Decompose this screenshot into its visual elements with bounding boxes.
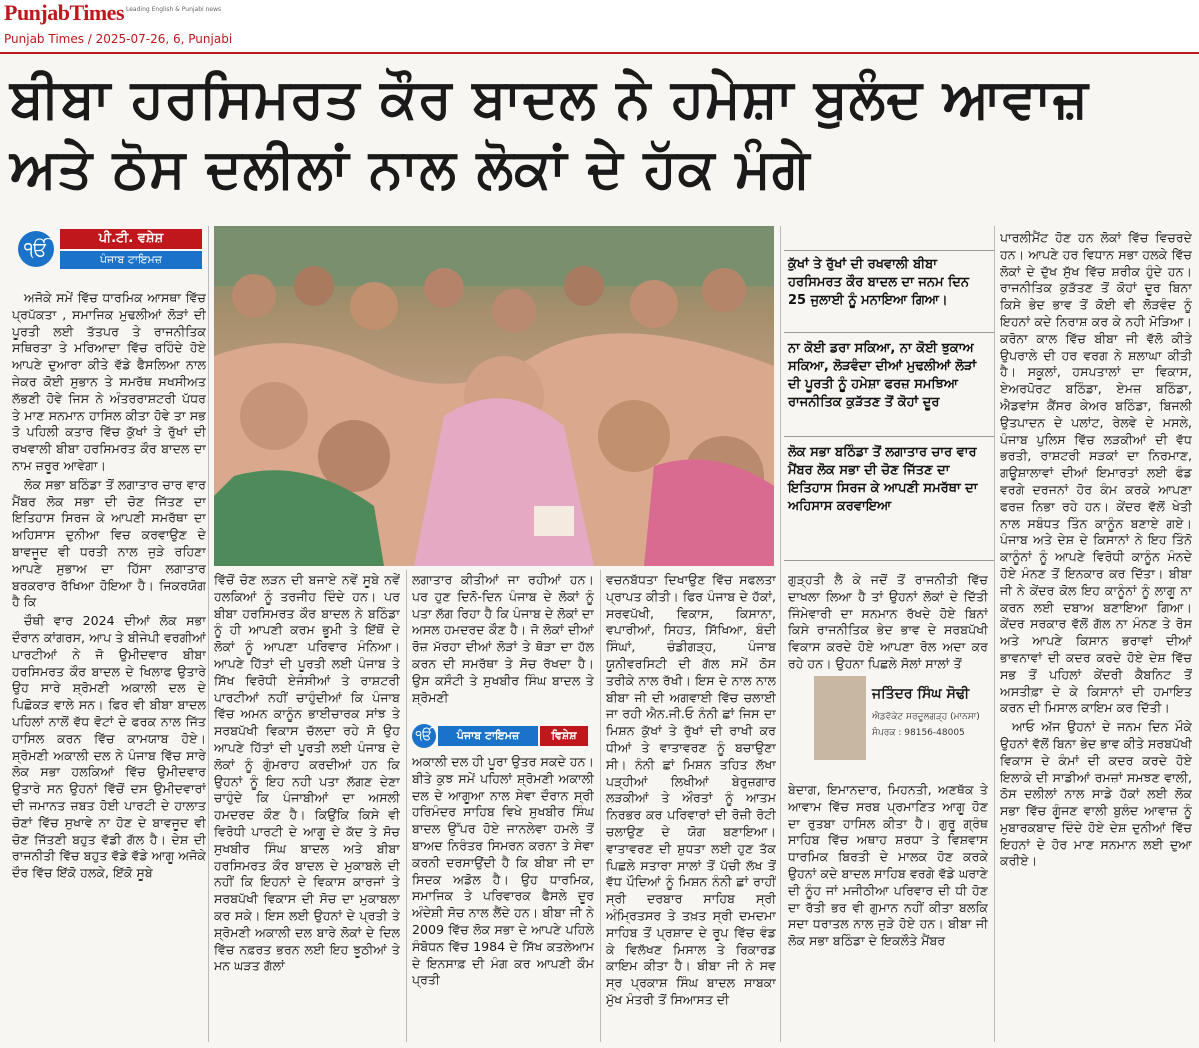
highlight-divider [784, 332, 994, 333]
highlight-divider [784, 560, 994, 561]
logo-tagline: Leading English & Punjabi news [126, 6, 222, 13]
author-designation: ਐਡਵੋਕੇਟ ਸਰਦੂਲਗੜ੍ਹ (ਮਾਨਸਾ) [872, 712, 980, 722]
paragraph: ਲੋਕ ਸਭਾ ਬਠਿੰਡਾ ਤੋਂ ਲਗਾਤਾਰ ਚਾਰ ਵਾਰ ਮੈਂਬਰ ਲੋਕ ਸਭਾ ਦੀ ਚੋਣ ਜਿੱਤਣ ਦਾ ਇਤਿਹਾਸ ਸਿਰਜ ਕੇ ਆਪਣੀ ਸਮਰੱਥਾ ਦਾ ਅਹਿਸਾਸ ਦੁਨੀਆ ਵਿਚ ਕਰਵਾਉਣ ਦੇ ਬਾਵਜੂਦ ਵੀ ਧਰਤੀ ਨਾਲ ਜੁੜੇ ਰਹਿਣਾ ਆਪਣੇ ਸੁਭਾਅ ਦਾ ਹਿੱਸਾ ਲਗਾਤਾਰ ਬਰਕਰਾਰ ਰੱਖਿਆ ਹੋਇਆ ਹੈ। ਜਿਕਰਯੋਗ ਹੈ ਕਿ [12, 476, 206, 610]
column-3 [412, 572, 594, 718]
author-name: ਜਤਿੰਦਰ ਸਿੰਘ ਸੋਢੀ [872, 686, 970, 702]
paragraph: ਪਾਰਲੀਮੈਂਟ ਹੋਣ ਹਨ ਲੋਕਾਂ ਵਿੱਚ ਵਿਚਰਦੇ ਹਨ। ਆਪਣੇ ਹਰ ਵਿਧਾਨ ਸਭਾ ਹਲਕੇ ਵਿੱਚ ਲੋਕਾਂ ਦੇ ਦੁੱਖ ਸੁੱਖ ਵਿੱਚ ਸ਼ਰੀਕ ਹੁੰਦੇ ਹਨ। ਰਾਜਨੀਤਿਕ ਕੁੜੱਤਣ ਤੋਂ ਕੋਹਾਂ ਦੂਰ ਬਿਨਾ ਕਿਸੇ ਭੇਦ ਭਾਵ ਤੋਂ ਕੋਈ ਵੀ ਲੋੜਵੰਦ ਨੂੰ ਇਹਨਾਂ ਕਦੇ ਨਿਰਾਸ਼ ਕਰ ਕੇ ਨਹੀ ਮੋੜਿਆ। ਕਰੋਨਾ ਕਾਲ ਵਿੱਚ ਬੀਬਾ ਜੀ ਵੱਲੋ ਕੀਤੇ ਉਪਰਾਲੇ ਦੀ ਹਰ ਵਰਗ ਨੇ ਸ਼ਲਾਘਾ ਕੀਤੀ ਹੈ। ਸਕੂਲਾਂ, ਹਸਪਤਾਲਾਂ ਦਾ ਵਿਕਾਸ, ਏਅਰਪੋਰਟ ਬਠਿੰਡਾ, ਏਮਜ਼ ਬਠਿੰਡਾ, ਐਡਵਾਂਸ ਕੈਂਸਰ ਕੇਅਰ ਬਠਿੰਡਾ, ਬਿਜਲੀ ਉਤਪਾਦਨ ਦੇ ਪਲਾਂਟ, ਰੇਲਵੇ ਦੇ ਮਸਲੇ, ਪੰਜਾਬ ਪੁਲਿਸ ਵਿੱਚ ਲੜਕੀਆਂ ਦੀ ਵੱਧ ਭਰਤੀ, ਰਾਸ਼ਟਰੀ ਸੜਕਾਂ ਦਾ ਨਿਰਮਾਣ, ਗਊਸ਼ਾਲਾਵਾਂ ਦੀਆਂ ਇਮਾਰਤਾਂ ਲਈ ਫੰਡ ਵਰਗੇ ਦਰਜਨਾਂ ਹੋਰ ਕੰਮ ਕਰਕੇ ਆਪਣਾ ਫਰਜ਼ ਨਿਭਾ ਰਹੇ ਹਨ। ਕੇਂਦਰ ਵੱਲੋਂ ਖੇਤੀ ਨਾਲ ਸਬੰਧਤ ਤਿੰਨ ਕਾਨੂੰਨ ਬਣਾਏ ਗਏ। ਪੰਜਾਬ ਅਤੇ ਦੇਸ਼ ਦੇ ਕਿਸਾਨਾਂ ਨੇ ਇਹ ਤਿੰਨੋ ਕਾਨੂੰਨਾਂ ਨੂੰ ਆਪਣੇ ਵਿਰੋਧੀ ਕਾਨੂੰਨ ਮੰਨਦੇ ਹੋਏ ਮੰਨਣ ਤੋਂ ਇਨਕਾਰ ਕਰ ਦਿੱਤਾ। ਬੀਬਾ ਜੀ ਨੇ ਕੇਂਦਰ ਕੋਲ ਇਹ ਕਾਨੂੰਨਾਂ ਨੂੰ ਲਾਗੂ ਨਾ ਕਰਨ ਲਈ ਦਬਾਅ ਬਣਾਇਆ ਗਿਆ। ਕੇਂਦਰ ਸਰਕਾਰ ਵੱਲੋਂ ਗੱਲ ਨਾ ਮੰਨਣ ਤੇ ਰੋਸ ਅਤੇ ਆਪਣੇ ਕਿਸਾਨ ਭਰਾਵਾਂ ਦੀਆਂ ਭਾਵਨਾਵਾਂ ਦੀ ਕਦਰ ਕਰਦੇ ਹੋਏ ਦੇਸ਼ ਵਿੱਚ ਸਭ ਤੋਂ ਪਹਿਲਾਂ ਕੇਂਦਰੀ ਕੈਬਨਿਟ ਤੋਂ ਅਸਤੀਫ਼ਾ ਦੇ ਕੇ ਕਿਸਾਨਾਂ ਦੀ ਹਮਾਇਤ ਕਰਨ ਦੀ ਮਿਸਾਲ ਕਾਇਮ ਕਰ ਦਿੱਤੀ। [1000, 230, 1192, 716]
column-3-continued [412, 754, 594, 1040]
paragraph: ਚੌਥੀ ਵਾਰ 2024 ਦੀਆਂ ਲੋਕ ਸਭਾ ਦੌਰਾਨ ਕਾਂਗਰਸ, ਆਪ ਤੇ ਬੀਜੇਪੀ ਵਰਗੀਆਂ ਪਾਰਟੀਆਂ ਨੇ ਜੋ ਉਮੀਦਵਾਰ ਬੀਬਾ ਹਰਸਿਮਰਤ ਕੌਰ ਬਾਦਲ ਦੇ ਖਿਲਾਫ ਉਤਾਰੇ ਉਹ ਸਾਰੇ ਸ਼੍ਰੋਮਣੀ ਅਕਾਲੀ ਦਲ ਦੇ ਪਿਛੋਕੜ ਵਾਲੇ ਸਨ। ਫਿਰ ਵੀ ਬੀਬਾ ਬਾਦਲ ਪਹਿਲਾਂ ਨਾਲੋਂ ਵੱਧ ਵੋਟਾਂ ਦੇ ਫਰਕ ਨਾਲ ਜਿੱਤ ਹਾਸਿਲ ਕਰਨ ਵਿੱਚ ਕਾਮਯਾਬ ਹੋਏ। ਸ਼੍ਰੋਮਣੀ ਅਕਾਲੀ ਦਲ ਨੇ ਪੰਜਾਬ ਵਿੱਚ ਸਾਰੇ ਲੋਕ ਸਭਾ ਹਲਕਿਆਂ ਵਿੱਚ ਉਮੀਦਵਾਰ ਉਤਾਰੇ ਸਨ ਉਹਨਾਂ ਵਿੱਚੋਂ ਦਸ ਉਮੀਦਵਾਰਾਂ ਦੀ ਜਮਾਨਤ ਜ਼ਬਤ ਹੋਈ ਪਾਰਟੀ ਦੇ ਹਾਲਾਤ ਚੋਣਾਂ ਵਿੱਚ ਸੁਖਾਵੇ ਨਾ ਹੋਣ ਦੇ ਬਾਵਜੂਦ ਵੀ ਚੋਣ ਜਿੱਤਣੀ ਬਹੁਤ ਵੱਡੀ ਗੱਲ ਹੈ। ਦੇਸ਼ ਦੀ ਰਾਜਨੀਤੀ ਵਿੱਚ ਬਹੁਤ ਵੱਡੇ ਵੱਡੇ ਆਗੂ ਅਜੋਕੇ ਦੌਰ ਵਿੱਚ ਇੱਕੋ ਹਲਕੇ, ਇੱਕੋ ਸੂਬੇ [12, 613, 206, 881]
column-2 [214, 572, 400, 1040]
divider [208, 226, 209, 1042]
column-6 [1000, 230, 1192, 1040]
author-byline [814, 672, 990, 776]
site-logo[interactable]: PunjabTimes [4, 0, 125, 25]
bar-red-label: ਵਿਸ਼ੇਸ਼ [540, 726, 588, 746]
column-4 [606, 572, 776, 1040]
column-1 [12, 290, 206, 1040]
badge-bottom: ਪੰਜਾਬ ਟਾਇਮਜ਼ [60, 251, 202, 269]
highlight-quote: ਕੁੱਖਾਂ ਤੇ ਰੁੱਖਾਂ ਦੀ ਰਖਵਾਲੀ ਬੀਬਾ ਹਰਸਿਮਰਤ ਕੌਰ ਬਾਦਲ ਦਾ ਜਨਮ ਦਿਨ 25 ਜੁਲਾਈ ਨੂੰ ਮਨਾਇਆ ਗਿਆ। [788, 257, 970, 308]
author-photo [814, 676, 866, 760]
divider [780, 226, 781, 1042]
divider [600, 570, 601, 1042]
author-contact: ਸੰਪਰਕ : 98156-48005 [872, 728, 965, 738]
punjab-times-special-bar [412, 724, 588, 748]
column-5 [788, 572, 988, 672]
highlight-divider [784, 436, 994, 437]
paragraph: ਲਗਾਤਾਰ ਕੀਤੀਆਂ ਜਾ ਰਹੀਆਂ ਹਨ। ਪਰ ਹੁਣ ਦਿਨੋ-ਦਿਨ ਪੰਜਾਬ ਦੇ ਲੋਕਾਂ ਨੂੰ ਪਤਾ ਲੱਗ ਰਿਹਾ ਹੈ ਕਿ ਪੰਜਾਬ ਦੇ ਲੋਕਾਂ ਦਾ ਅਸਲ ਹਮਦਰਦ ਕੌਣ ਹੈ। ਜੋ ਲੋਕਾਂ ਦੀਆਂ ਰੋਜ਼ ਮੱਰਹਾ ਦੀਆਂ ਲੋੜਾਂ ਤੇ ਥੋੜਾ ਦਾ ਹੱਲ ਕਰਨ ਦੀ ਸਮਰੱਥਾ ਤੇ ਸੋਚ ਰੱਖਦਾ ਹੈ। ਉਸ ਕਸੌਟੀ ਤੇ ਸੁਖਬੀਰ ਸਿੰਘ ਬਾਦਲ ਤੇ ਸ਼੍ਰੋਮਣੀ [412, 572, 594, 705]
pt-special-badge [14, 227, 204, 279]
paragraph: ਵਚਨਬੱਧਤਾ ਦਿਖਾਉਣ ਵਿੱਚ ਸਫਲਤਾ ਪ੍ਰਾਪਤ ਕੀਤੀ। ਫਿਰ ਪੰਜਾਬ ਦੇ ਹੱਕਾਂ, ਸਰਵਪੱਖੀ, ਵਿਕਾਸ, ਕਿਸਾਨਾ, ਵਪਾਰੀਆਂ, ਸਿਹਤ, ਸਿੱਖਿਆ, ਬੰਦੀ ਸਿੰਘਾਂ, ਚੰਡੀਗੜ੍ਹ, ਪੰਜਾਬ ਯੂਨੀਵਰਸਿਟੀ ਦੀ ਗੱਲ ਸਮੇਂ ਠੋਸ ਤਰੀਕੇ ਨਾਲ ਰੱਖੀ। ਇਸ ਦੇ ਨਾਲ ਨਾਲ ਬੀਬਾ ਜੀ ਦੀ ਅਗਵਾਈ ਵਿੱਚ ਚਲਾਈ ਜਾ ਰਹੀ ਐਨ.ਜੀ.ਓ ਨੰਨੀ ਛਾਂ ਜਿਸ ਦਾ ਮਿਸ਼ਨ ਕੁੱਖਾਂ ਤੇ ਰੁੱਖਾਂ ਦੀ ਰਾਖੀ ਕਰ ਧੀਆਂ ਤੇ ਵਾਤਾਵਰਣ ਨੂੰ ਬਚਾਉਣਾ ਸੀ। ਨੰਨੀ ਛਾਂ ਮਿਸ਼ਨ ਤਹਿਤ ਲੱਖਾ ਪੜ੍ਹੀਆਂ ਲਿਖੀਆਂ ਬੇਰੁਜ਼ਗਾਰ ਲੜਕੀਆਂ ਤੇ ਔਰਤਾਂ ਨੂੰ ਆਤਮ ਨਿਰਭਰ ਕਰ ਪਰਿਵਾਰਾਂ ਦੀ ਰੋਜ਼ੀ ਰੋਟੀ ਚਲਾਉਣ ਦੇ ਯੋਗ ਬਣਾਇਆ। ਵਾਤਾਵਰਣ ਦੀ ਸ਼ੁਧਤਾ ਲਈ ਹੁਣ ਤੱਕ ਪਿਛਲੇ ਸਤਾਰਾ ਸਾਲਾਂ ਤੋਂ ਪੱਚੀ ਲੱਖ ਤੋਂ ਵੱਧ ਪੌਦਿਆਂ ਨੂੰ ਮਿਸ਼ਨ ਨੰਨੀ ਛਾਂ ਰਾਹੀਂ ਸ੍ਰੀ ਦਰਬਾਰ ਸਾਹਿਬ ਸ੍ਰੀ ਅੰਮ੍ਰਿਤਸਰ ਤੇ ਤਖ਼ਤ ਸ੍ਰੀ ਦਮਦਮਾ ਸਾਹਿਬ ਤੋਂ ਪ੍ਰਸ਼ਾਦ ਦੇ ਰੂਪ ਵਿੱਚ ਵੰਡ ਕੇ ਵਿਲੱਖਣ ਮਿਸਾਲ ਤੇ ਰਿਕਾਰਡ ਕਾਇਮ ਕੀਤਾ ਹੈ। ਬੀਬਾ ਜੀ ਨੇ ਸਵ ਸ੍ਰ ਪ੍ਰਕਾਸ਼ ਸਿੰਘ ਬਾਦਲ ਸਾਬਕਾ ਮੁੱਖ ਮੰਤਰੀ ਤੋਂ ਸਿਆਸਤ ਦੀ [606, 572, 776, 1007]
headline: ਬੀਬਾ ਹਰਸਿਮਰਤ ਕੌਰ ਬਾਦਲ ਨੇ ਹਮੇਸ਼ਾ ਬੁਲੰਦ ਆਵਾਜ਼ ਅਤੇ ਠੋਸ ਦਲੀਲਾਂ ਨਾਲ ਲੋਕਾਂ ਦੇ ਹੱਕ ਮੰਗੇ [10, 67, 1089, 200]
masthead [0, 0, 1199, 30]
crowd-photo-graphic [214, 226, 774, 566]
paragraph: ਅਜੋਕੇ ਸਮੇਂ ਵਿੱਚ ਧਾਰਮਿਕ ਆਸਥਾ ਵਿੱਚ ਪ੍ਰਪੱਕਤਾ , ਸਮਾਜਿਕ ਮੁਢਲੀਆਂ ਲੋੜਾਂ ਦੀ ਪੂਰਤੀ ਲਈ ਤੱਤਪਰ ਤੇ ਰਾਜਨੀਤਿਕ ਸਥਿਰਤਾ ਤੇ ਮਰਿਆਦਾ ਵਿੱਚ ਰਹਿੰਦੇ ਹੋਏ ਆਪਣੇ ਦੁਆਰਾ ਕੀਤੇ ਵੱਡੇ ਫੈਸਲਿਆ ਨਾਲ ਜੇਕਰ ਕੋਈ ਸੁਭਾਨ ਤੇ ਸਮਰੱਥ ਸਖਸੀਅਤ ਲੱਭਣੀ ਹੋਵੇ ਜਿਸ ਨੇ ਅੰਤਰਰਾਸ਼ਟਰੀ ਪੱਧਰ ਤੇ ਮਾਣ ਸਨਮਾਨ ਹਾਸਿਲ ਕੀਤਾ ਹੋਵੇ ਤਾ ਸਭ ਤੋ ਪਹਿਲੀ ਕਤਾਰ ਵਿੱਚ ਕੁੱਖਾਂ ਤੇ ਰੁੱਖਾਂ ਦੀ ਰਖਵਾਲੀ ਬੀਬਾ ਹਰਸਿਮਰਤ ਕੌਰ ਬਾਦਲ ਦਾ ਨਾਮ ਜ਼ਰੂਰ ਆਵੇਗਾ। [12, 290, 206, 473]
pt-logo-icon: ੴ [18, 231, 54, 267]
highlight-quote: ਲੋਕ ਸਭਾ ਬਠਿੰਡਾ ਤੋਂ ਲਗਾਤਾਰ ਚਾਰ ਵਾਰ ਮੈਂਬਰ ਲੋਕ ਸਭਾ ਦੀ ਚੋਣ ਜਿੱਤਣ ਦਾ ਇਤਿਹਾਸ ਸਿਰਜ ਕੇ ਆਪਣੀ ਸਮਰੱਥਾ ਦਾ ਅਹਿਸਾਸ ਕਰਵਾਇਆ [788, 445, 978, 514]
crowd-photo [214, 226, 774, 566]
highlight-quote: ਨਾ ਕੋਈ ਡਰਾ ਸਕਿਆ, ਨਾ ਕੋਈ ਝੁਕਾਅ ਸਕਿਆ, ਲੋੜਵੰਦਾ ਦੀਆਂ ਮੁਢਲੀਆਂ ਲੋੜਾਂ ਦੀ ਪੂਰਤੀ ਨੂੰ ਹਮੇਸ਼ਾ ਫਰਜ਼ ਸਮਝਿਆ ਰਾਜਨੀਤਿਕ ਕੁੜੱਤਣ ਤੋਂ ਕੋਹਾਂ ਦੂਰ [788, 341, 977, 410]
divider [994, 226, 995, 1042]
bar-blue-label: ਪੰਜਾਬ ਟਾਇਮਜ਼ [438, 726, 538, 746]
dateline: Punjab Times / 2025-07-26, 6, Punjabi [4, 32, 233, 46]
paragraph: ਬੇਦਾਗ, ਇਮਾਨਦਾਰ, ਮਿਹਨਤੀ, ਅਣਥੱਕ ਤੇ ਆਵਾਮ ਵਿੱਚ ਸਰਬ ਪ੍ਰਮਾਣਿਤ ਆਗੂ ਹੋਣ ਦਾ ਰੁਤਬਾ ਹਾਸਿਲ ਕੀਤਾ ਹੈ। ਗੁਰੂ ਗ੍ਰੰਥ ਸਾਹਿਬ ਵਿੱਚ ਅਥਾਹ ਸ਼ਰਧਾ ਤੇ ਵਿਸ਼ਵਾਸ ਧਾਰਮਿਕ ਬਿਰਤੀ ਦੇ ਮਾਲਕ ਹੋਣ ਕਰਕੇ ਉਹਨਾਂ ਕਦੇ ਬਾਦਲ ਸਾਹਿਬ ਵਰਗੇ ਵੱਡੇ ਘਰਾਣੇ ਦੀ ਨੂੰਹ ਜਾਂ ਮਜੀਠੀਆ ਪਰਿਵਾਰ ਦੀ ਧੀ ਹੋਣ ਦਾ ਰੱਤੀ ਭਰ ਵੀ ਗੁਮਾਨ ਨਹੀਂ ਕੀਤਾ ਬਲਕਿ ਸਦਾ ਧਰਾਤਲ ਨਾਲ ਜੁੜੇ ਹੋਏ ਹਨ। ਬੀਬਾ ਜੀ ਲੋਕ ਸਭਾ ਬਠਿੰਡਾ ਦੇ ਇਕਲੌਤੇ ਮੈਂਬਰ [788, 782, 988, 949]
highlight-divider [784, 250, 994, 251]
badge-top: ਪੀ.ਟੀ. ਵਸ਼ੇਸ਼ [60, 229, 202, 249]
paragraph: ਅਕਾਲੀ ਦਲ ਹੀ ਪੂਰਾ ਉਤਰ ਸਕਦੇ ਹਨ। ਬੀਤੇ ਕੁਝ ਸਮੇਂ ਪਹਿਲਾਂ ਸ਼੍ਰੋਮਣੀ ਅਕਾਲੀ ਦਲ ਦੇ ਆਗੂਆ ਨਾਲ ਸੇਵਾ ਦੌਰਾਨ ਸ੍ਰੀ ਹਰਿਮੰਦਰ ਸਾਹਿਬ ਵਿਖੇ ਸੁਖਬੀਰ ਸਿੰਘ ਬਾਦਲ ਉੱਪਰ ਹੋਏ ਜਾਨਲੇਵਾ ਹਮਲੇ ਤੋਂ ਬਾਅਦ ਨਿਰੰਤਰ ਸਿਮਰਨ ਕਰਨਾ ਤੇ ਸੇਵਾ ਕਰਨੀ ਦਰਸਾਉਂਦੀ ਹੈ ਕਿ ਬੀਬਾ ਜੀ ਦਾ ਸਿਦਕ ਅਡੋਲ ਹੈ। ਉਹ ਧਾਰਮਿਕ, ਸਮਾਜਿਕ ਤੇ ਪਰਿਵਾਰਕ ਫੈਸਲੇ ਦੂਰ ਅੰਦੇਸ਼ੀ ਸੋਚ ਨਾਲ ਲੈਂਦੇ ਹਨ। ਬੀਬਾ ਜੀ ਨੇ 2009 ਵਿੱਚ ਲੋਕ ਸਭਾ ਦੇ ਆਪਣੇ ਪਹਿਲੇ ਸੰਬੋਧਨ ਵਿੱਚ 1984 ਦੇ ਸਿੱਖ ਕਤਲੇਆਮ ਦੇ ਇਨਸਾਫ਼ ਦੀ ਮੰਗ ਕਰ ਆਪਣੀ ਕੌਮ ਪ੍ਰਤੀ [412, 754, 594, 988]
paragraph: ਵਿੱਚੋਂ ਚੋਣ ਲੜਨ ਦੀ ਬਜਾਏ ਨਵੇਂ ਸੂਬੇ ਨਵੇਂ ਹਲਕਿਆਂ ਨੂੰ ਤਰਜੀਹ ਦਿੰਦੇ ਹਨ। ਪਰ ਬੀਬਾ ਹਰਸਿਮਰਤ ਕੌਰ ਬਾਦਲ ਨੇ ਬਠਿੰਡਾ ਨੂੰ ਹੀ ਆਪਣੀ ਕਰਮ ਭੂਮੀ ਤੇ ਇੱਥੋਂ ਦੇ ਲੋਕਾਂ ਨੂੰ ਆਪਣਾ ਪਰਿਵਾਰ ਮੰਨਿਆ। ਆਪਣੇ ਹਿੱਤਾਂ ਦੀ ਪੂਰਤੀ ਲਈ ਪੰਜਾਬ ਤੇ ਸਿੱਖ ਵਿਰੋਧੀ ਏਜੰਸੀਆਂ ਤੇ ਰਾਸ਼ਟਰੀ ਪਾਰਟੀਆਂ ਨਹੀਂ ਚਾਹੁੰਦੀਆਂ ਕਿ ਪੰਜਾਬ ਵਿੱਚ ਅਮਨ ਕਾਨੂੰਨ ਭਾਈਚਾਰਕ ਸਾਂਝ ਤੇ ਸਰਬਪੱਖੀ ਵਿਕਾਸ ਚੱਲਦਾ ਰਹੇ ਸੋ ਉਹ ਆਪਣੇ ਹਿੱਤਾਂ ਦੀ ਪੂਰਤੀ ਲਈ ਪੰਜਾਬ ਦੇ ਲੋਕਾਂ ਨੂੰ ਗੁੰਮਰਾਹ ਕਰਦੀਆਂ ਹਨ ਕਿ ਉਹਨਾਂ ਨੂੰ ਇਹ ਨਹੀ ਪਤਾ ਲੱਗਣ ਦੇਣਾ ਚਾਹੁੰਦੇ ਕਿ ਪੰਜਾਬੀਆਂ ਦਾ ਅਸਲੀ ਹਮਦਰਦ ਕੌਣ ਹੈ। ਕਿਉਂਕਿ ਕਿਸੇ ਵੀ ਵਿਰੋਧੀ ਪਾਰਟੀ ਦੇ ਆਗੂ ਦੇ ਕੱਦ ਤੇ ਸੋਚ ਸੁਖਬੀਰ ਸਿੰਘ ਬਾਦਲ ਅਤੇ ਬੀਬਾ ਹਰਸਿਮਰਤ ਕੌਰ ਬਾਦਲ ਦੇ ਮੁਕਾਬਲੇ ਦੀ ਨਹੀਂ ਕਿ ਇਹਨਾਂ ਦੇ ਵਿਕਾਸ ਕਾਰਜਾਂ ਤੇ ਸਰਬਪੱਖੀ ਵਿਕਾਸ ਦੀ ਸੋਚ ਦਾ ਮੁਕਾਬਲਾ ਕਰ ਸਕੇ। ਇਸ ਲਈ ਉਹਨਾਂ ਦੇ ਪ੍ਰਤੀ ਤੇ ਸ਼੍ਰੋਮਣੀ ਅਕਾਲੀ ਦਲ ਬਾਰੇ ਲੋਕਾਂ ਦੇ ਦਿਲ ਵਿੱਚ ਨਫ਼ਰਤ ਭਰਨ ਲਈ ਇਹ ਝੂਠੀਆਂ ਤੇ ਮਨ ਘੜਤ ਗੱਲਾਂ [214, 572, 400, 974]
paragraph: ਆਓ ਅੱਜ ਉਹਨਾਂ ਦੇ ਜਨਮ ਦਿਨ ਮੌਕੇ ਉਹਨਾਂ ਵੱਲੋਂ ਬਿਨਾ ਭੇਦ ਭਾਵ ਕੀਤੇ ਸਰਬਪੱਖੀ ਵਿਕਾਸ ਦੇ ਕੰਮਾਂ ਦੀ ਕਦਰ ਕਰਦੇ ਹੋਏ ਇਲਾਕੇ ਦੀ ਸਾਡੀਆਂ ਰਮਜ਼ਾਂ ਸਮਝਣ ਵਾਲੀ, ਠੋਸ ਦਲੀਲਾਂ ਨਾਲ ਸਾਡੇ ਹੱਕਾਂ ਲਈ ਲੋਕ ਸਭਾ ਵਿੱਚ ਗੂੰਜਣ ਵਾਲੀ ਬੁਲੰਦ ਆਵਾਜ਼ ਨੂੰ ਮੁਬਾਰਕਬਾਦ ਦਿੰਦੇ ਹੋਏ ਦੇਸ਼ ਦੁਨੀਆਂ ਵਿੱਚ ਇਹਨਾਂ ਦੇ ਹੋਰ ਮਾਣ ਸਨਮਾਨ ਲਈ ਦੁਆ ਕਰੀਏ। [1000, 719, 1192, 869]
paragraph: ਗੁੜ੍ਹਤੀ ਲੈ ਕੇ ਜਦੋਂ ਤੋਂ ਰਾਜਨੀਤੀ ਵਿੱਚ ਦਾਖਲਾ ਲਿਆ ਹੈ ਤਾਂ ਉਹਨਾਂ ਲੋਕਾਂ ਦੇ ਦਿੱਤੀ ਜਿੰਮੇਵਾਰੀ ਦਾ ਸਨਮਾਨ ਰੱਖਦੇ ਹੋਏ ਬਿਨਾਂ ਕਿਸੇ ਰਾਜਨੀਤਿਕ ਭੇਦ ਭਾਵ ਦੇ ਸਰਬਪੱਖੀ ਵਿਕਾਸ ਕਰਦੇ ਹੋਏ ਆਪਣਾ ਰੋਲ ਅਦਾ ਕਰ ਰਹੇ ਹਨ। ਉਹਨਾ ਪਿਛਲੇ ਸੋਲਾਂ ਸਾਲਾਂ ਤੋਂ [788, 572, 988, 671]
column-5-continued [788, 782, 988, 1040]
pt-logo-icon: ੴ [412, 724, 436, 748]
divider [406, 570, 407, 1042]
